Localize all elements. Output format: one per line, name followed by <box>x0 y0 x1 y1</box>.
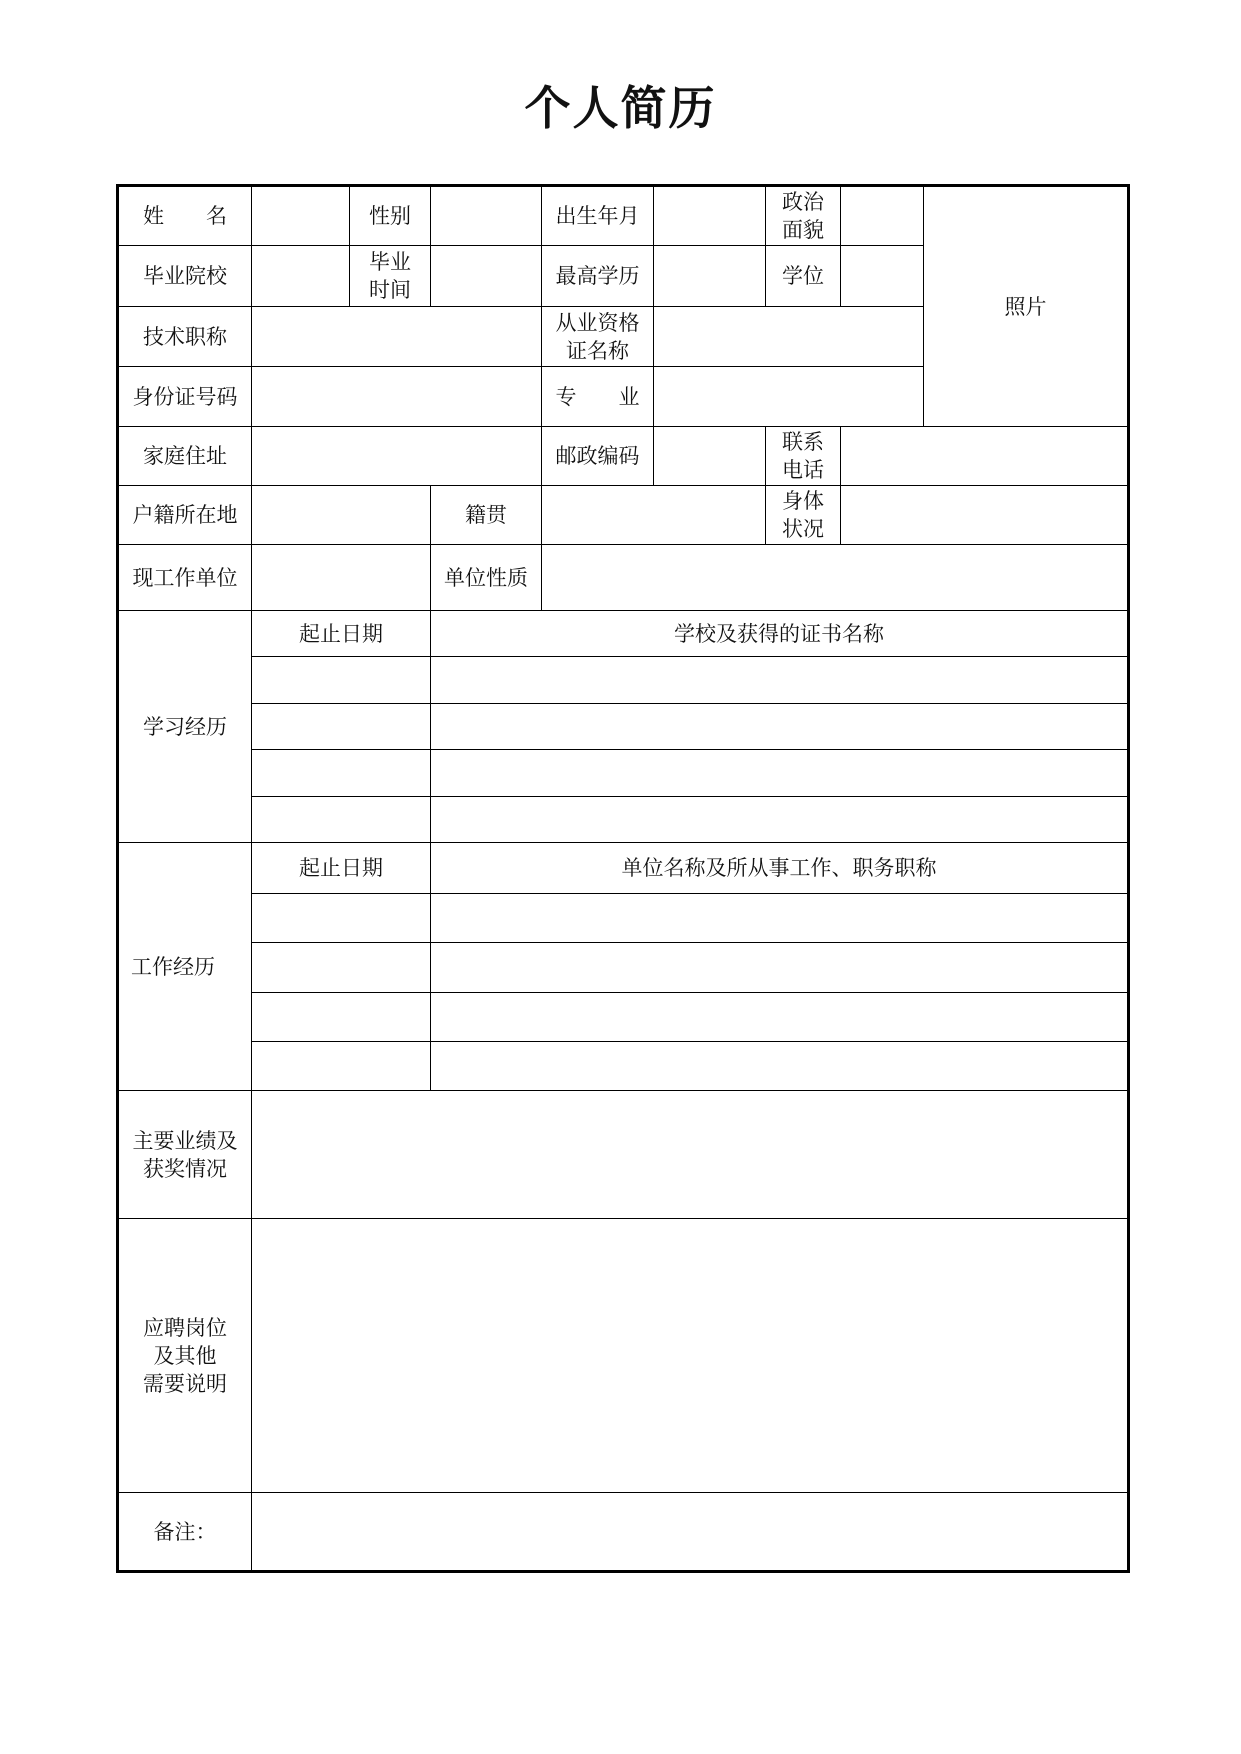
label-grad-time: 毕业 时间 <box>350 246 431 307</box>
field-birth[interactable] <box>654 187 766 246</box>
label-position: 应聘岗位 及其他 需要说明 <box>119 1219 252 1493</box>
study-row-date[interactable] <box>252 797 431 843</box>
label-tech-title: 技术职称 <box>119 307 252 367</box>
field-native-place[interactable] <box>542 486 766 545</box>
study-row-desc[interactable] <box>431 704 1127 750</box>
photo-box: 照片 <box>924 187 1127 427</box>
work-col-desc: 单位名称及所从事工作、职务职称 <box>431 843 1127 894</box>
label-employer: 现工作单位 <box>119 545 252 611</box>
work-row-date[interactable] <box>252 993 431 1042</box>
label-notes: 备注： <box>119 1493 252 1570</box>
study-row-desc[interactable] <box>431 657 1127 704</box>
field-cert[interactable] <box>654 307 924 367</box>
field-grad-time[interactable] <box>431 246 542 307</box>
field-health[interactable] <box>841 486 1127 545</box>
study-row-date[interactable] <box>252 657 431 704</box>
label-id-number: 身份证号码 <box>119 367 252 427</box>
label-cert: 从业资格 证名称 <box>542 307 654 367</box>
study-row-desc[interactable] <box>431 797 1127 843</box>
field-employer[interactable] <box>252 545 431 611</box>
field-major[interactable] <box>654 367 924 427</box>
study-col-date: 起止日期 <box>252 611 431 657</box>
field-employer-type[interactable] <box>542 545 1127 611</box>
study-row-date[interactable] <box>252 704 431 750</box>
work-row-date[interactable] <box>252 894 431 943</box>
label-politics: 政治 面貌 <box>766 187 841 246</box>
label-study-history: 学习经历 <box>119 611 252 843</box>
study-row-desc[interactable] <box>431 750 1127 797</box>
label-employer-type: 单位性质 <box>431 545 542 611</box>
label-health: 身体 状况 <box>766 486 841 545</box>
work-row-date[interactable] <box>252 943 431 993</box>
label-achievements: 主要业绩及 获奖情况 <box>119 1091 252 1219</box>
field-position[interactable] <box>252 1219 1127 1493</box>
field-achievements[interactable] <box>252 1091 1127 1219</box>
label-work-history: 工作经历 <box>119 843 252 1091</box>
field-name[interactable] <box>252 187 350 246</box>
field-address[interactable] <box>252 427 542 486</box>
field-degree[interactable] <box>841 246 924 307</box>
label-hukou: 户籍所在地 <box>119 486 252 545</box>
field-id-number[interactable] <box>252 367 542 427</box>
label-phone: 联系 电话 <box>766 427 841 486</box>
field-notes[interactable] <box>252 1493 1127 1570</box>
label-degree: 学位 <box>766 246 841 307</box>
field-tech-title[interactable] <box>252 307 542 367</box>
work-row-date[interactable] <box>252 1042 431 1091</box>
field-phone[interactable] <box>841 427 1127 486</box>
study-col-desc: 学校及获得的证书名称 <box>431 611 1127 657</box>
field-zip[interactable] <box>654 427 766 486</box>
label-school: 毕业院校 <box>119 246 252 307</box>
page-title: 个人简历 <box>524 81 717 135</box>
label-education: 最高学历 <box>542 246 654 307</box>
label-birth: 出生年月 <box>542 187 654 246</box>
work-row-desc[interactable] <box>431 894 1127 943</box>
resume-form-grid <box>116 184 1130 1573</box>
label-native-place: 籍贯 <box>431 486 542 545</box>
work-row-desc[interactable] <box>431 1042 1127 1091</box>
work-col-date: 起止日期 <box>252 843 431 894</box>
field-gender[interactable] <box>431 187 542 246</box>
field-education[interactable] <box>654 246 766 307</box>
field-politics[interactable] <box>841 187 924 246</box>
label-name: 姓 名 <box>119 187 252 246</box>
label-gender: 性别 <box>350 187 431 246</box>
label-address: 家庭住址 <box>119 427 252 486</box>
study-row-date[interactable] <box>252 750 431 797</box>
label-major: 专 业 <box>542 367 654 427</box>
label-zip: 邮政编码 <box>542 427 654 486</box>
work-row-desc[interactable] <box>431 943 1127 993</box>
field-hukou[interactable] <box>252 486 431 545</box>
field-school[interactable] <box>252 246 350 307</box>
work-row-desc[interactable] <box>431 993 1127 1042</box>
